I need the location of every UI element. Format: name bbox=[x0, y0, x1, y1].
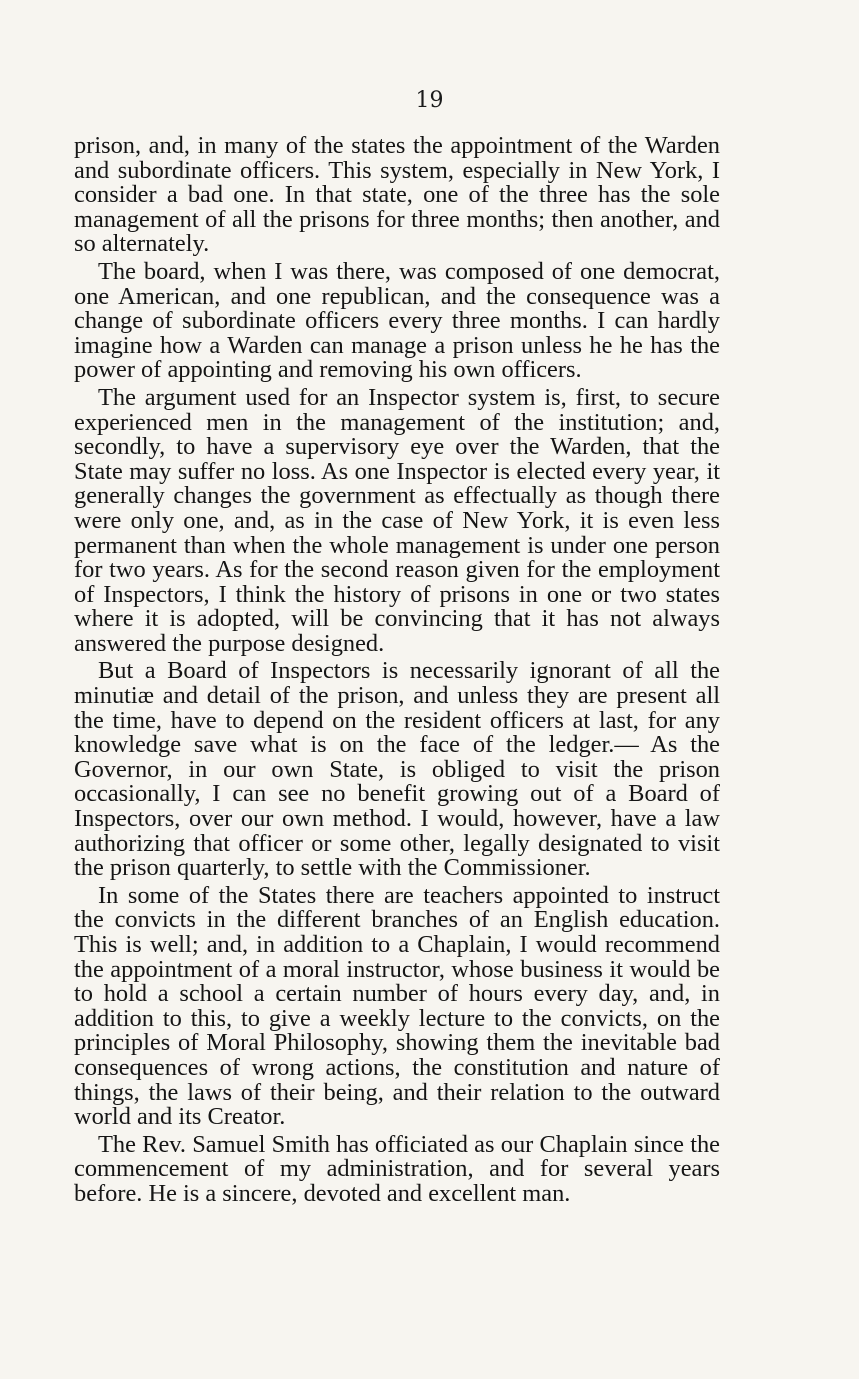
paragraph-3: The argument used for an Inspector system is, first, to secure experienced men in the management of the institution; and, secondly, to have a supervisory eye over the Warden, that the State may suffer no loss. As one Inspector is elected every year, it generally changes the government as effectually as though there were only one, and, as in the case of New York, it is even less permanent than when the whole management is under one person for two years. As for the second reason given for the employment of Inspectors, I think the history of prisons in one or two states where it is adopted, will be convincing that it has not always answered the purpose designed. bbox=[74, 383, 720, 657]
paragraph-6: The Rev. Samuel Smith has officiated as our Chaplain since the commencement of my administration, and for several years before. He is a sincere, devoted and excellent man. bbox=[74, 1130, 720, 1207]
paragraph-5: In some of the States there are teachers appointed to instruct the convicts in the different branches of an English education. This is well; and, in addition to a Chaplain, I would recommend the appointment of a moral instructor, whose business it would be to hold a school a certain number of hours every day, and, in addition to this, to give a weekly lecture to the convicts, on the principles of Moral Philosophy, showing them the inevitable bad consequences of wrong actions, the constitution and nature of things, the laws of their being, and their relation to the outward world and its Creator. bbox=[74, 881, 720, 1131]
paragraph-2: The board, when I was there, was composed of one democrat, one American, and one republican, and the consequence was a change of subordinate officers every three months. I can hardly imagine how a Warden can manage a prison unless he he has the power of appointing and removing his own officers. bbox=[74, 257, 720, 384]
body-text bbox=[74, 134, 720, 1207]
paragraph-4: But a Board of Inspectors is necessarily ignorant of all the minutiæ and detail of the prison, and unless they are present all the time, have to depend on the resident officers at last, for any knowledge save what is on the face of the ledger.— As the Governor, in our own State, is obliged to visit the prison occasionally, I can see no benefit growing out of a Board of Inspectors, over our own method. I would, however, have a law authorizing that officer or some other, legally designated to visit the prison quarterly, to settle with the Commissioner. bbox=[74, 657, 720, 882]
paragraph-1: prison, and, in many of the states the appointment of the Warden and subordinate officers. This system, especially in New York, I consider a bad one. In that state, one of the three has the sole management of all the prisons for three months; then another, and so alternately. bbox=[74, 132, 720, 258]
page-number: 19 bbox=[415, 88, 444, 113]
